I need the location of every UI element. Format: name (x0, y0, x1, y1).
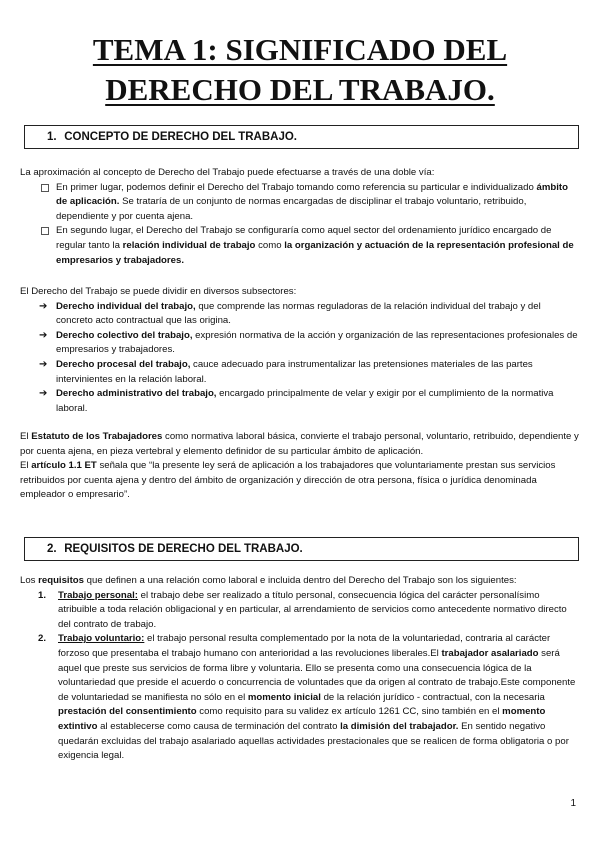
section-2-heading (24, 537, 579, 561)
list-item: ➔ Derecho procesal del trabajo, cauce adecuado para instrumentalizar las pretensiones materiales de las partes intervinientes en la relación laboral. (39, 358, 533, 385)
list-item: En segundo lugar, el Derecho del Trabajo se configuraría como aquel sector del ordenamiento jurídico encargado de regular tanto la relación individual de trabajo como la organización y actuación de la representación profesional de empresarios y trabajadores. (20, 224, 580, 268)
checkbox-icon (41, 227, 49, 235)
subsectors-intro: El Derecho del Trabajo se puede dividir en diversos subsectores: (20, 286, 297, 297)
section-1-title: CONCEPTO DE DERECHO DEL TRABAJO. (64, 131, 297, 143)
page-number: 1 (570, 798, 576, 809)
list-item: En primer lugar, podemos definir el Derecho del Trabajo tomando como referencia su particular e individualizado ámbito de aplicación. Se trataría de un conjunto de normas encargadas de disciplinar el trabajo voluntario, retribuido, dependiente y por cuenta ajena. (20, 181, 580, 225)
section-2-title: REQUISITOS DE DERECHO DEL TRABAJO. (64, 543, 303, 555)
list-item: ➔ Derecho colectivo del trabajo, expresión normativa de la acción y organización de las representaciones profesionales de empresarios y trabajadores. (39, 329, 578, 356)
section-1-number: 1. (47, 131, 57, 143)
arrow-icon: ➔ (39, 329, 48, 341)
arrow-icon: ➔ (39, 358, 48, 370)
paragraph: El Estatuto de los Trabajadores como normativa laboral básica, convierte el trabajo personal, voluntario, retribuido, dependiente y por cuenta ajena, en pieza vertebral y elemento definidor de su particular ámbito de aplicación. (20, 431, 579, 457)
page-title (0, 30, 600, 110)
section-2-number: 2. (47, 543, 57, 555)
checkbox-icon (41, 184, 49, 192)
list-item: ➔ Derecho administrativo del trabajo, encargado principalmente de velar y exigir por el cumplimiento de la normativa laboral. (39, 388, 554, 414)
list-item: 2. Trabajo voluntario: el trabajo personal resulta complementado por la nota de la voluntariedad, contraria al carácter forzoso que presentaba el trabajo humano con anterioridad a las revoluciones liberales.El trabajador asalariado será aquel que preste sus servicios de forma libre y voluntaria. Ello se presenta como una consecuencia lógica de la voluntariedad que preside el acuerdo o concurrencia de voluntades que da origen al contrato de trabajo.Este componente de voluntariedad se manifiesta no sólo en el momento inicial de la relación jurídico - contractual, con la necesaria prestación del consentimiento como requisito para su validez ex artículo 1261 CC, sino también en el momento extintivo al establecerse como causa de terminación del contrato la dimisión del trabajador. En sentido negativo quedarán excluidas del trabajo asalariado aquellas actividades prestacionales que se realicen de forma obligatoria o por exigencia legal. (38, 633, 576, 762)
title-line-2: DERECHO DEL TRABAJO. (105, 72, 495, 107)
section-1-heading (24, 125, 579, 149)
section-1-intro: La aproximación al concepto de Derecho del Trabajo puede efectuarse a través de una doble vía: (20, 167, 435, 178)
section-2-body (20, 574, 580, 764)
title-line-1: TEMA 1: SIGNIFICADO DEL (92, 32, 508, 67)
subsectors-block (20, 285, 580, 416)
list-item: 1. Trabajo personal: el trabajo debe ser realizado a título personal, consecuencia lógica del carácter personalísimo atribuible a toda relación obligacional y en particular, al arrendamiento de servicios como antecedente normativo directo del contrato de trabajo. (38, 589, 567, 630)
section-2-intro: Los requisitos que definen a una relación como laboral e incluida dentro del Derecho del Trabajo son los siguientes: (20, 575, 517, 586)
list-item: ➔ Derecho individual del trabajo, que comprende las normas reguladoras de la relación individual del trabajo y del concreto acto contractual que las origina. (39, 300, 541, 327)
paragraph: El artículo 1.1 ET señala que “la presente ley será de aplicación a los trabajadores que voluntariamente prestan sus servicios retribuidos por cuenta ajena y dentro del ámbito de organización y dirección de otra persona, física o jurídica denominada empleador o empresario”. (20, 460, 556, 501)
arrow-icon: ➔ (39, 300, 48, 312)
arrow-icon: ➔ (39, 388, 48, 400)
section-1-body (20, 166, 580, 268)
estatuto-paragraphs (20, 430, 580, 503)
